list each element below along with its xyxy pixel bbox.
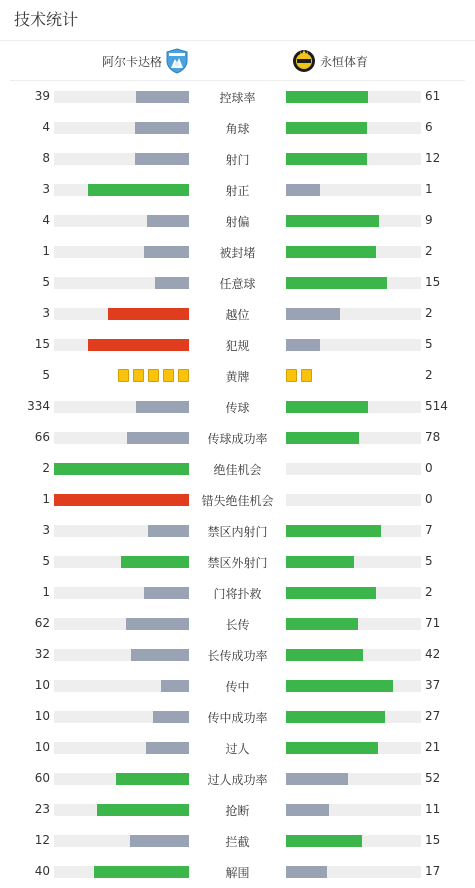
stat-label: 黄牌 [225, 370, 250, 384]
stat-row [0, 701, 475, 732]
away-bar-track [286, 308, 421, 320]
away-bar-fill [286, 866, 327, 878]
stat-label: 门将扑救 [213, 587, 262, 601]
away-value: 21 [425, 740, 441, 754]
stat-label: 绝佳机会 [213, 463, 262, 477]
stat-label: 抢断 [225, 804, 250, 818]
stat-row [0, 81, 475, 112]
stat-row [0, 453, 475, 484]
away-value: 2 [425, 306, 433, 320]
stat-row [0, 577, 475, 608]
home-bar-fill [54, 463, 189, 475]
away-bar-track [286, 649, 421, 661]
home-bar-track [54, 804, 189, 816]
away-bar-track [286, 463, 421, 475]
home-value: 40 [34, 864, 50, 878]
away-bar-track [286, 246, 421, 258]
away-bar-track [286, 618, 421, 630]
away-bar-track [286, 215, 421, 227]
away-bar-fill [286, 339, 320, 351]
stat-row [0, 825, 475, 856]
away-bar-fill [286, 742, 378, 754]
away-value: 15 [425, 833, 441, 847]
stat-label: 过人成功率 [207, 773, 268, 787]
away-team-logo-icon[interactable] [292, 48, 316, 74]
stat-label: 过人 [225, 742, 250, 756]
away-bar-fill [286, 246, 376, 258]
home-bar-track [54, 184, 189, 196]
stat-row [0, 267, 475, 298]
home-bar-track [54, 91, 189, 103]
away-bar-fill [286, 277, 387, 289]
home-bar-fill [116, 773, 189, 785]
home-bar-fill [126, 618, 189, 630]
home-bar-track [54, 680, 189, 692]
home-bar-fill [144, 246, 189, 258]
home-value: 10 [34, 678, 50, 692]
yellow-card-icon [118, 369, 129, 382]
stat-row [0, 298, 475, 329]
stat-label: 射门 [225, 153, 250, 167]
away-bar-track [286, 122, 421, 134]
stat-row [0, 546, 475, 577]
stat-label: 长传成功率 [207, 649, 268, 663]
home-team-name[interactable]: 阿尔卡达格 [101, 55, 162, 69]
stat-row [0, 639, 475, 670]
home-value: 39 [34, 89, 50, 103]
home-value: 1 [42, 244, 50, 258]
home-value: 15 [34, 337, 50, 351]
home-value: 5 [42, 275, 50, 289]
home-value: 4 [42, 213, 50, 227]
stat-row [0, 484, 475, 515]
away-bar-track [286, 339, 421, 351]
home-value: 62 [34, 616, 50, 630]
away-value: 61 [425, 89, 441, 103]
away-value: 7 [425, 523, 433, 537]
home-bar-track [54, 215, 189, 227]
stat-row [0, 763, 475, 794]
stat-label: 传球 [225, 401, 250, 415]
away-value: 2 [425, 368, 433, 382]
home-bar-track [54, 866, 189, 878]
home-yellow-cards [118, 369, 189, 382]
away-bar-fill [286, 122, 367, 134]
home-value: 3 [42, 182, 50, 196]
stat-label: 错失绝佳机会 [201, 494, 274, 508]
away-bar-fill [286, 773, 348, 785]
away-bar-track [286, 432, 421, 444]
home-bar-fill [88, 339, 189, 351]
stat-row [0, 670, 475, 701]
away-value: 52 [425, 771, 441, 785]
stat-row [0, 329, 475, 360]
away-bar-track [286, 680, 421, 692]
home-value: 23 [34, 802, 50, 816]
away-bar-fill [286, 618, 358, 630]
stats-list [0, 81, 475, 887]
home-bar-track [54, 494, 189, 506]
home-bar-fill [94, 866, 189, 878]
away-bar-fill [286, 184, 320, 196]
away-bar-fill [286, 835, 362, 847]
home-bar-track [54, 122, 189, 134]
home-team-logo-icon[interactable] [165, 48, 189, 74]
stat-row [0, 794, 475, 825]
home-value: 10 [34, 740, 50, 754]
home-bar-fill [121, 556, 189, 568]
home-bar-fill [155, 277, 189, 289]
away-bar-track [286, 525, 421, 537]
away-bar-fill [286, 215, 379, 227]
home-bar-track [54, 618, 189, 630]
home-bar-track [54, 525, 189, 537]
away-bar-track [286, 153, 421, 165]
away-bar-fill [286, 153, 367, 165]
away-value: 2 [425, 244, 433, 258]
home-bar-fill [136, 91, 189, 103]
stat-row [0, 515, 475, 546]
away-team-name[interactable]: 永恒体育 [320, 55, 369, 69]
away-value: 5 [425, 337, 433, 351]
home-value: 66 [34, 430, 50, 444]
away-bar-track [286, 835, 421, 847]
away-value: 37 [425, 678, 441, 692]
stat-label: 角球 [225, 122, 250, 136]
away-bar-fill [286, 556, 354, 568]
away-value: 71 [425, 616, 441, 630]
stat-row [0, 236, 475, 267]
home-bar-track [54, 246, 189, 258]
home-bar-track [54, 432, 189, 444]
stat-label: 射偏 [225, 215, 250, 229]
away-bar-fill [286, 680, 393, 692]
home-value: 4 [42, 120, 50, 134]
home-value: 2 [42, 461, 50, 475]
home-bar-fill [144, 587, 189, 599]
home-bar-track [54, 556, 189, 568]
away-value: 1 [425, 182, 433, 196]
yellow-card-icon [301, 369, 312, 382]
home-value: 5 [42, 368, 50, 382]
stat-label: 传中 [225, 680, 250, 694]
away-bar-fill [286, 587, 376, 599]
away-value: 514 [425, 399, 448, 413]
stat-label: 拦截 [225, 835, 250, 849]
stat-label: 任意球 [219, 277, 256, 291]
stat-row [0, 360, 475, 391]
stat-row [0, 174, 475, 205]
home-bar-fill [153, 711, 189, 723]
home-bar-fill [146, 742, 189, 754]
home-value: 10 [34, 709, 50, 723]
home-bar-track [54, 742, 189, 754]
home-bar-track [54, 835, 189, 847]
home-bar-fill [135, 153, 189, 165]
away-value: 0 [425, 492, 433, 506]
home-bar-track [54, 773, 189, 785]
away-bar-track [286, 556, 421, 568]
stat-row [0, 732, 475, 763]
away-bar-track [286, 401, 421, 413]
home-bar-track [54, 463, 189, 475]
home-value: 1 [42, 585, 50, 599]
away-bar-track [286, 184, 421, 196]
stat-label: 禁区内射门 [207, 525, 268, 539]
home-bar-track [54, 308, 189, 320]
away-bar-fill [286, 804, 329, 816]
home-bar-fill [130, 835, 189, 847]
home-bar-track [54, 339, 189, 351]
away-value: 9 [425, 213, 433, 227]
away-bar-track [286, 773, 421, 785]
home-bar-track [54, 401, 189, 413]
away-bar-fill [286, 401, 368, 413]
home-value: 32 [34, 647, 50, 661]
yellow-card-icon [163, 369, 174, 382]
yellow-card-icon [133, 369, 144, 382]
stat-row [0, 205, 475, 236]
stat-label: 解围 [225, 866, 250, 880]
home-bar-track [54, 711, 189, 723]
home-value: 5 [42, 554, 50, 568]
away-value: 6 [425, 120, 433, 134]
home-bar-track [54, 153, 189, 165]
away-bar-track [286, 91, 421, 103]
home-value: 334 [27, 399, 50, 413]
stat-label: 控球率 [219, 91, 256, 105]
home-value: 1 [42, 492, 50, 506]
home-value: 8 [42, 151, 50, 165]
away-bar-track [286, 587, 421, 599]
away-bar-fill [286, 308, 340, 320]
stat-row [0, 143, 475, 174]
away-bar-fill [286, 711, 385, 723]
home-bar-fill [108, 308, 189, 320]
home-bar-fill [161, 680, 189, 692]
home-bar-fill [97, 804, 189, 816]
away-yellow-cards [286, 369, 312, 382]
yellow-card-icon [178, 369, 189, 382]
stat-label: 射正 [225, 184, 250, 198]
stat-label: 传球成功率 [207, 432, 268, 446]
yellow-card-icon [148, 369, 159, 382]
stat-label: 禁区外射门 [207, 556, 268, 570]
team-header [0, 41, 475, 81]
stat-row [0, 422, 475, 453]
away-bar-track [286, 277, 421, 289]
stat-label: 犯规 [225, 339, 250, 353]
stat-label: 传中成功率 [207, 711, 268, 725]
home-bar-fill [147, 215, 189, 227]
away-value: 12 [425, 151, 441, 165]
away-value: 5 [425, 554, 433, 568]
away-bar-fill [286, 432, 359, 444]
home-bar-fill [54, 494, 189, 506]
away-bar-track [286, 866, 421, 878]
home-bar-fill [135, 122, 189, 134]
stat-label: 越位 [225, 308, 250, 322]
away-bar-fill [286, 91, 368, 103]
home-bar-track [54, 649, 189, 661]
away-value: 11 [425, 802, 441, 816]
away-value: 17 [425, 864, 441, 878]
home-value: 3 [42, 306, 50, 320]
away-bar-track [286, 742, 421, 754]
home-bar-track [54, 587, 189, 599]
home-bar-fill [88, 184, 189, 196]
away-value: 0 [425, 461, 433, 475]
away-bar-track [286, 711, 421, 723]
home-bar-fill [136, 401, 189, 413]
away-bar-track [286, 804, 421, 816]
stat-label: 被封堵 [219, 246, 256, 260]
away-value: 2 [425, 585, 433, 599]
away-bar-track [286, 494, 421, 506]
page-title: 技术统计 [14, 10, 79, 29]
away-value: 15 [425, 275, 441, 289]
away-value: 78 [425, 430, 441, 444]
away-bar-fill [286, 649, 363, 661]
stat-row [0, 608, 475, 639]
home-bar-fill [148, 525, 189, 537]
stat-row [0, 391, 475, 422]
yellow-card-icon [286, 369, 297, 382]
home-value: 3 [42, 523, 50, 537]
home-bar-fill [127, 432, 189, 444]
away-value: 42 [425, 647, 441, 661]
home-value: 60 [34, 771, 50, 785]
home-bar-track [54, 277, 189, 289]
home-bar-fill [131, 649, 189, 661]
away-value: 27 [425, 709, 441, 723]
stat-row [0, 112, 475, 143]
stat-label: 长传 [225, 618, 250, 632]
home-value: 12 [34, 833, 50, 847]
stat-row [0, 856, 475, 887]
away-bar-fill [286, 525, 381, 537]
